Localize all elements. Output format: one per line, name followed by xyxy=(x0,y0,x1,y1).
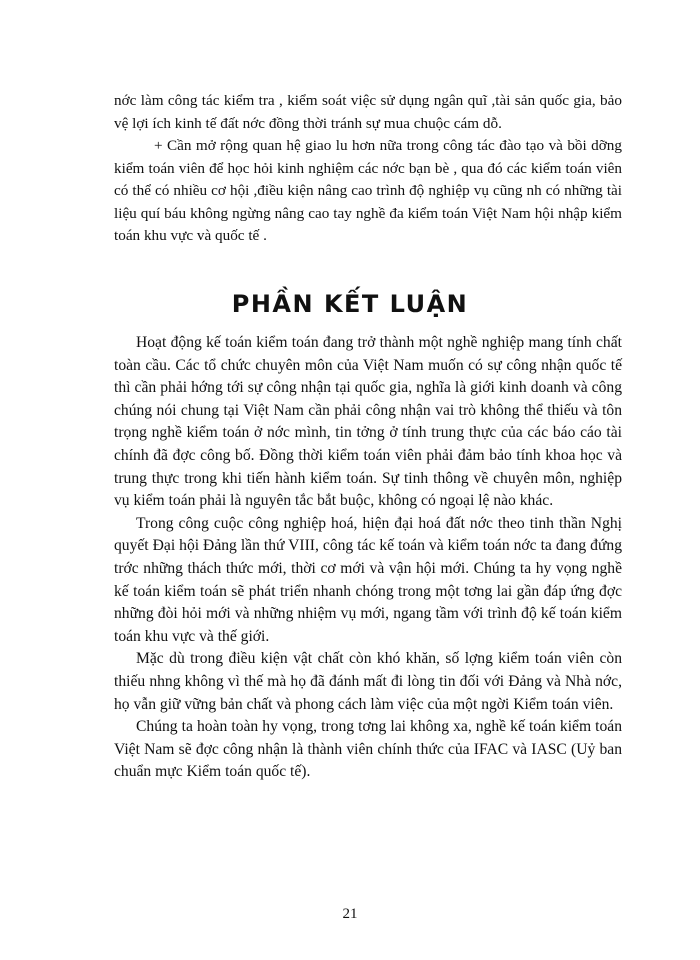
intro-text xyxy=(114,90,622,248)
conclusion-paragraph-2: Trong công cuộc công nghiệp hoá, hiện đại hoá đất nớc theo tinh thần Nghị quyết Đại hội Đảng lần thứ VIII, công tác kế toán và kiểm toán nớc ta đang đứng trớc những thách thức mới, thời cơ mới và vận hội mới. Chúng ta hy vọng nghề kế toán kiểm toán sẽ phát triển nhanh chóng trong một tơng lai gần đáp ứng đợc những đòi hỏi mới và những nhiệm vụ mới, ngang tầm với trình độ kế toán kiểm toán khu vực và thế giới. xyxy=(114,514,622,645)
conclusion-paragraph-4: Chúng ta hoàn toàn hy vọng, trong tơng lai không xa, nghề kế toán kiểm toán Việt Nam sẽ đợc công nhận là thành viên chính thức của IFAC và IASC (Uỷ ban chuẩn mực Kiểm toán quốc tế). xyxy=(114,718,622,781)
page-number: 21 xyxy=(342,906,358,922)
section-title: PHẦN KẾT LUẬN xyxy=(231,290,469,318)
intro-paragraph-1: nớc làm công tác kiểm tra , kiểm soát việc sử dụng ngân quĩ ,tài sản quốc gia, bảo vệ lợi ích kinh tế đất nớc đồng thời tránh sự mua chuộc cám dỗ. xyxy=(114,92,622,132)
conclusion-paragraph-3: Mặc dù trong điều kiện vật chất còn khó khăn, số lợng kiểm toán viên còn thiếu nhng không vì thế mà họ đã đánh mất đi lòng tin đối với Đảng và Nhà nớc, họ vẫn giữ vững bản chất và phong cách làm việc của một ngời Kiểm toán viên. xyxy=(114,650,622,713)
conclusion-paragraph-1: Hoạt động kế toán kiểm toán đang trở thành một nghề nghiệp mang tính chất toàn cầu. Các tổ chức chuyên môn của Việt Nam muốn có sự công nhận quốc tế thì cần phải hớng tới sự công nhận tại quốc gia, nghĩa là giới kinh doanh và công chúng nói chung tại Việt Nam cần phải công nhận vai trò không thể thiếu và tôn trọng nghề kiểm toán ở nớc mình, tin tởng ở tính trung thực của các báo cáo tài chính đã đợc công bố. Đồng thời kiểm toán viên phải đảm bảo tính khoa học và trung thực trong khi tiến hành kiểm toán. Sự tinh thông về chuyên môn, nghiệp vụ kiểm toán phải là nguyên tắc bắt buộc, không có ngoại lệ nào khác. xyxy=(114,334,622,510)
conclusion-body xyxy=(114,332,622,784)
intro-paragraph-2: + Cần mở rộng quan hệ giao lu hơn nữa trong công tác đào tạo và bồi dỡng kiểm toán viên để học hỏi kinh nghiệm các nớc bạn bè , qua đó các kiểm toán viên có thể có nhiều cơ hội ,điều kiện nâng cao trình độ nghiệp vụ cũng nh có những tài liệu quí báu không ngừng nâng cao tay nghề đa kiểm toán Việt Nam hội nhập kiểm toán khu vực và quốc tế . xyxy=(114,137,622,244)
